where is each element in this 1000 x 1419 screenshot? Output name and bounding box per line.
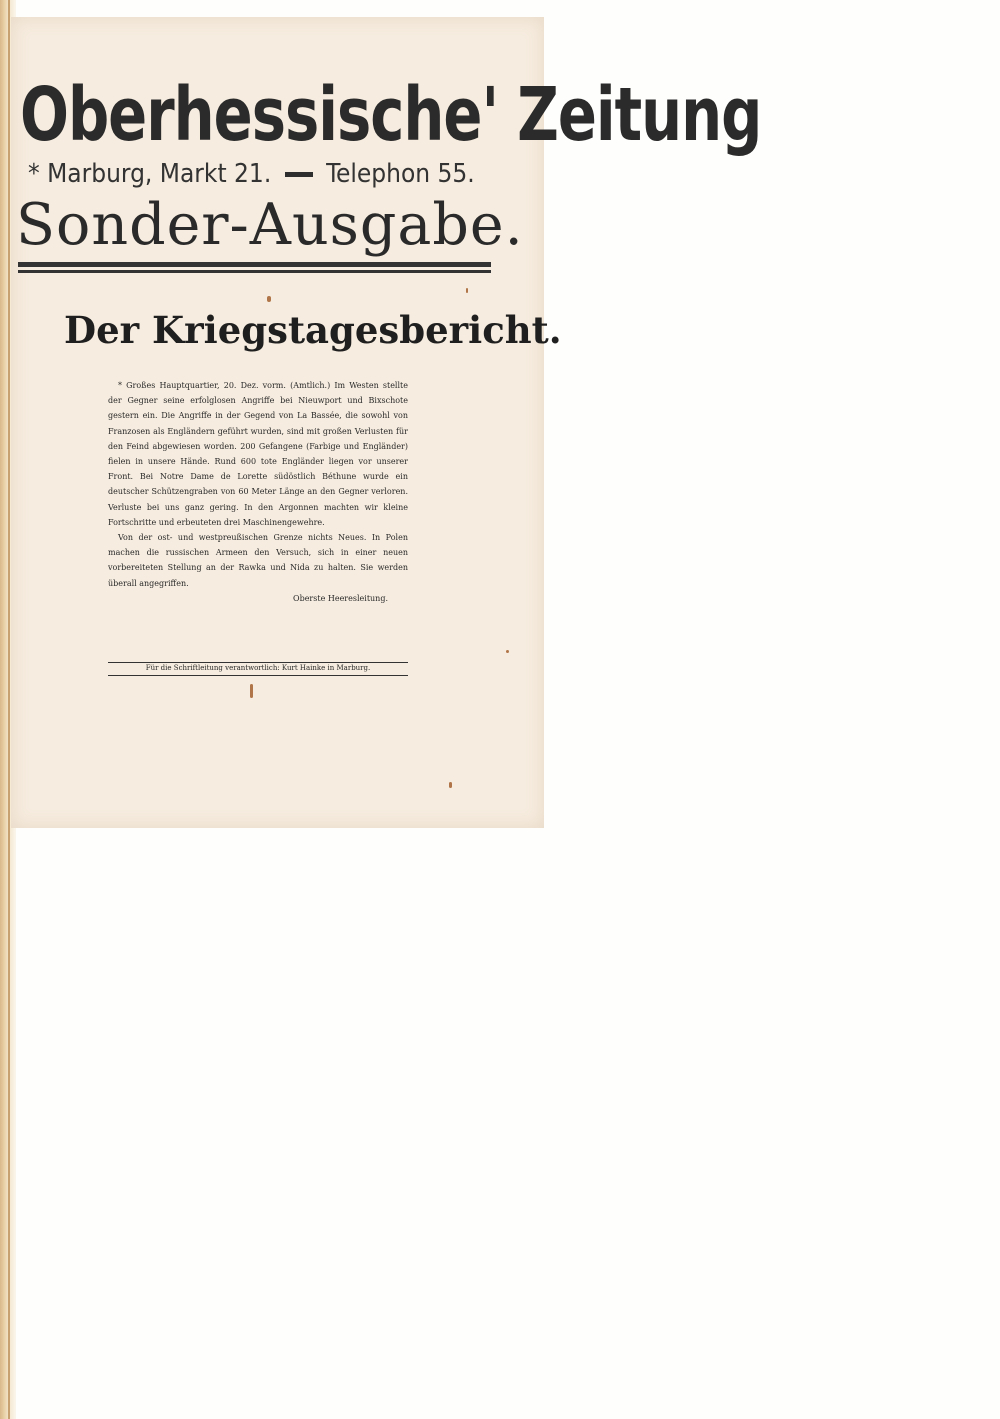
paper-fleck bbox=[449, 782, 452, 788]
paper-fleck bbox=[466, 288, 468, 293]
address-place: * Marburg, Markt 21. bbox=[28, 159, 272, 189]
report-paragraph-1: * Großes Hauptquartier, 20. Dez. vorm. (Amtlich.) Im Westen stellte der Gegner seine erfolglosen Angriffe bei Nieuwport und Bixschote gestern ein. Die Angriffe in der Gegend von La Bassée, die sowohl von Franzosen als Engländern geführt wurden, sind mit großen Verlusten für den Feind abgewiesen worden. 200 Gefangene (Farbige und Engländer) fielen in unsere Hände. Rund 600 tote Engländer liegen vor unserer Front. Bei Notre Dame de Lorette südöstlich Béthune wurde ein deutscher Schützengraben von 60 Meter Länge an den Gegner verloren. Verluste bei uns ganz gering. In den Argonnen machten wir kleine Fortschritte und erbeuteten drei Maschinengewehre. bbox=[108, 381, 408, 527]
paper-fleck bbox=[250, 684, 253, 698]
report-title: Der Kriegstagesbericht. bbox=[64, 308, 562, 352]
report-paragraph-2: Von der ost- und westpreußischen Grenze nichts Neues. In Polen machen die russischen Armeen den Versuch, sich in einer neuen vorbereiteten Stellung an der Rawka und Nida zu halten. Sie werden überall angegriffen. bbox=[108, 533, 408, 588]
masthead-title: Oberhessische' Zeitung bbox=[20, 73, 762, 159]
paper-fleck bbox=[506, 650, 509, 653]
address-phone: Telephon 55. bbox=[326, 159, 475, 189]
report-signature: Oberste Heeresleitung. bbox=[293, 593, 388, 603]
masthead-double-rule bbox=[18, 262, 491, 273]
edition-label: Sonder-Ausgabe. bbox=[16, 192, 524, 258]
paper-fleck bbox=[267, 296, 271, 302]
report-body bbox=[108, 378, 408, 606]
footer-imprint: Für die Schriftleitung verantwortlich: Kurt Hainke in Marburg. bbox=[108, 662, 408, 676]
address-separator bbox=[285, 172, 313, 177]
masthead-address bbox=[28, 154, 478, 194]
scan-binding-line bbox=[8, 0, 10, 1419]
